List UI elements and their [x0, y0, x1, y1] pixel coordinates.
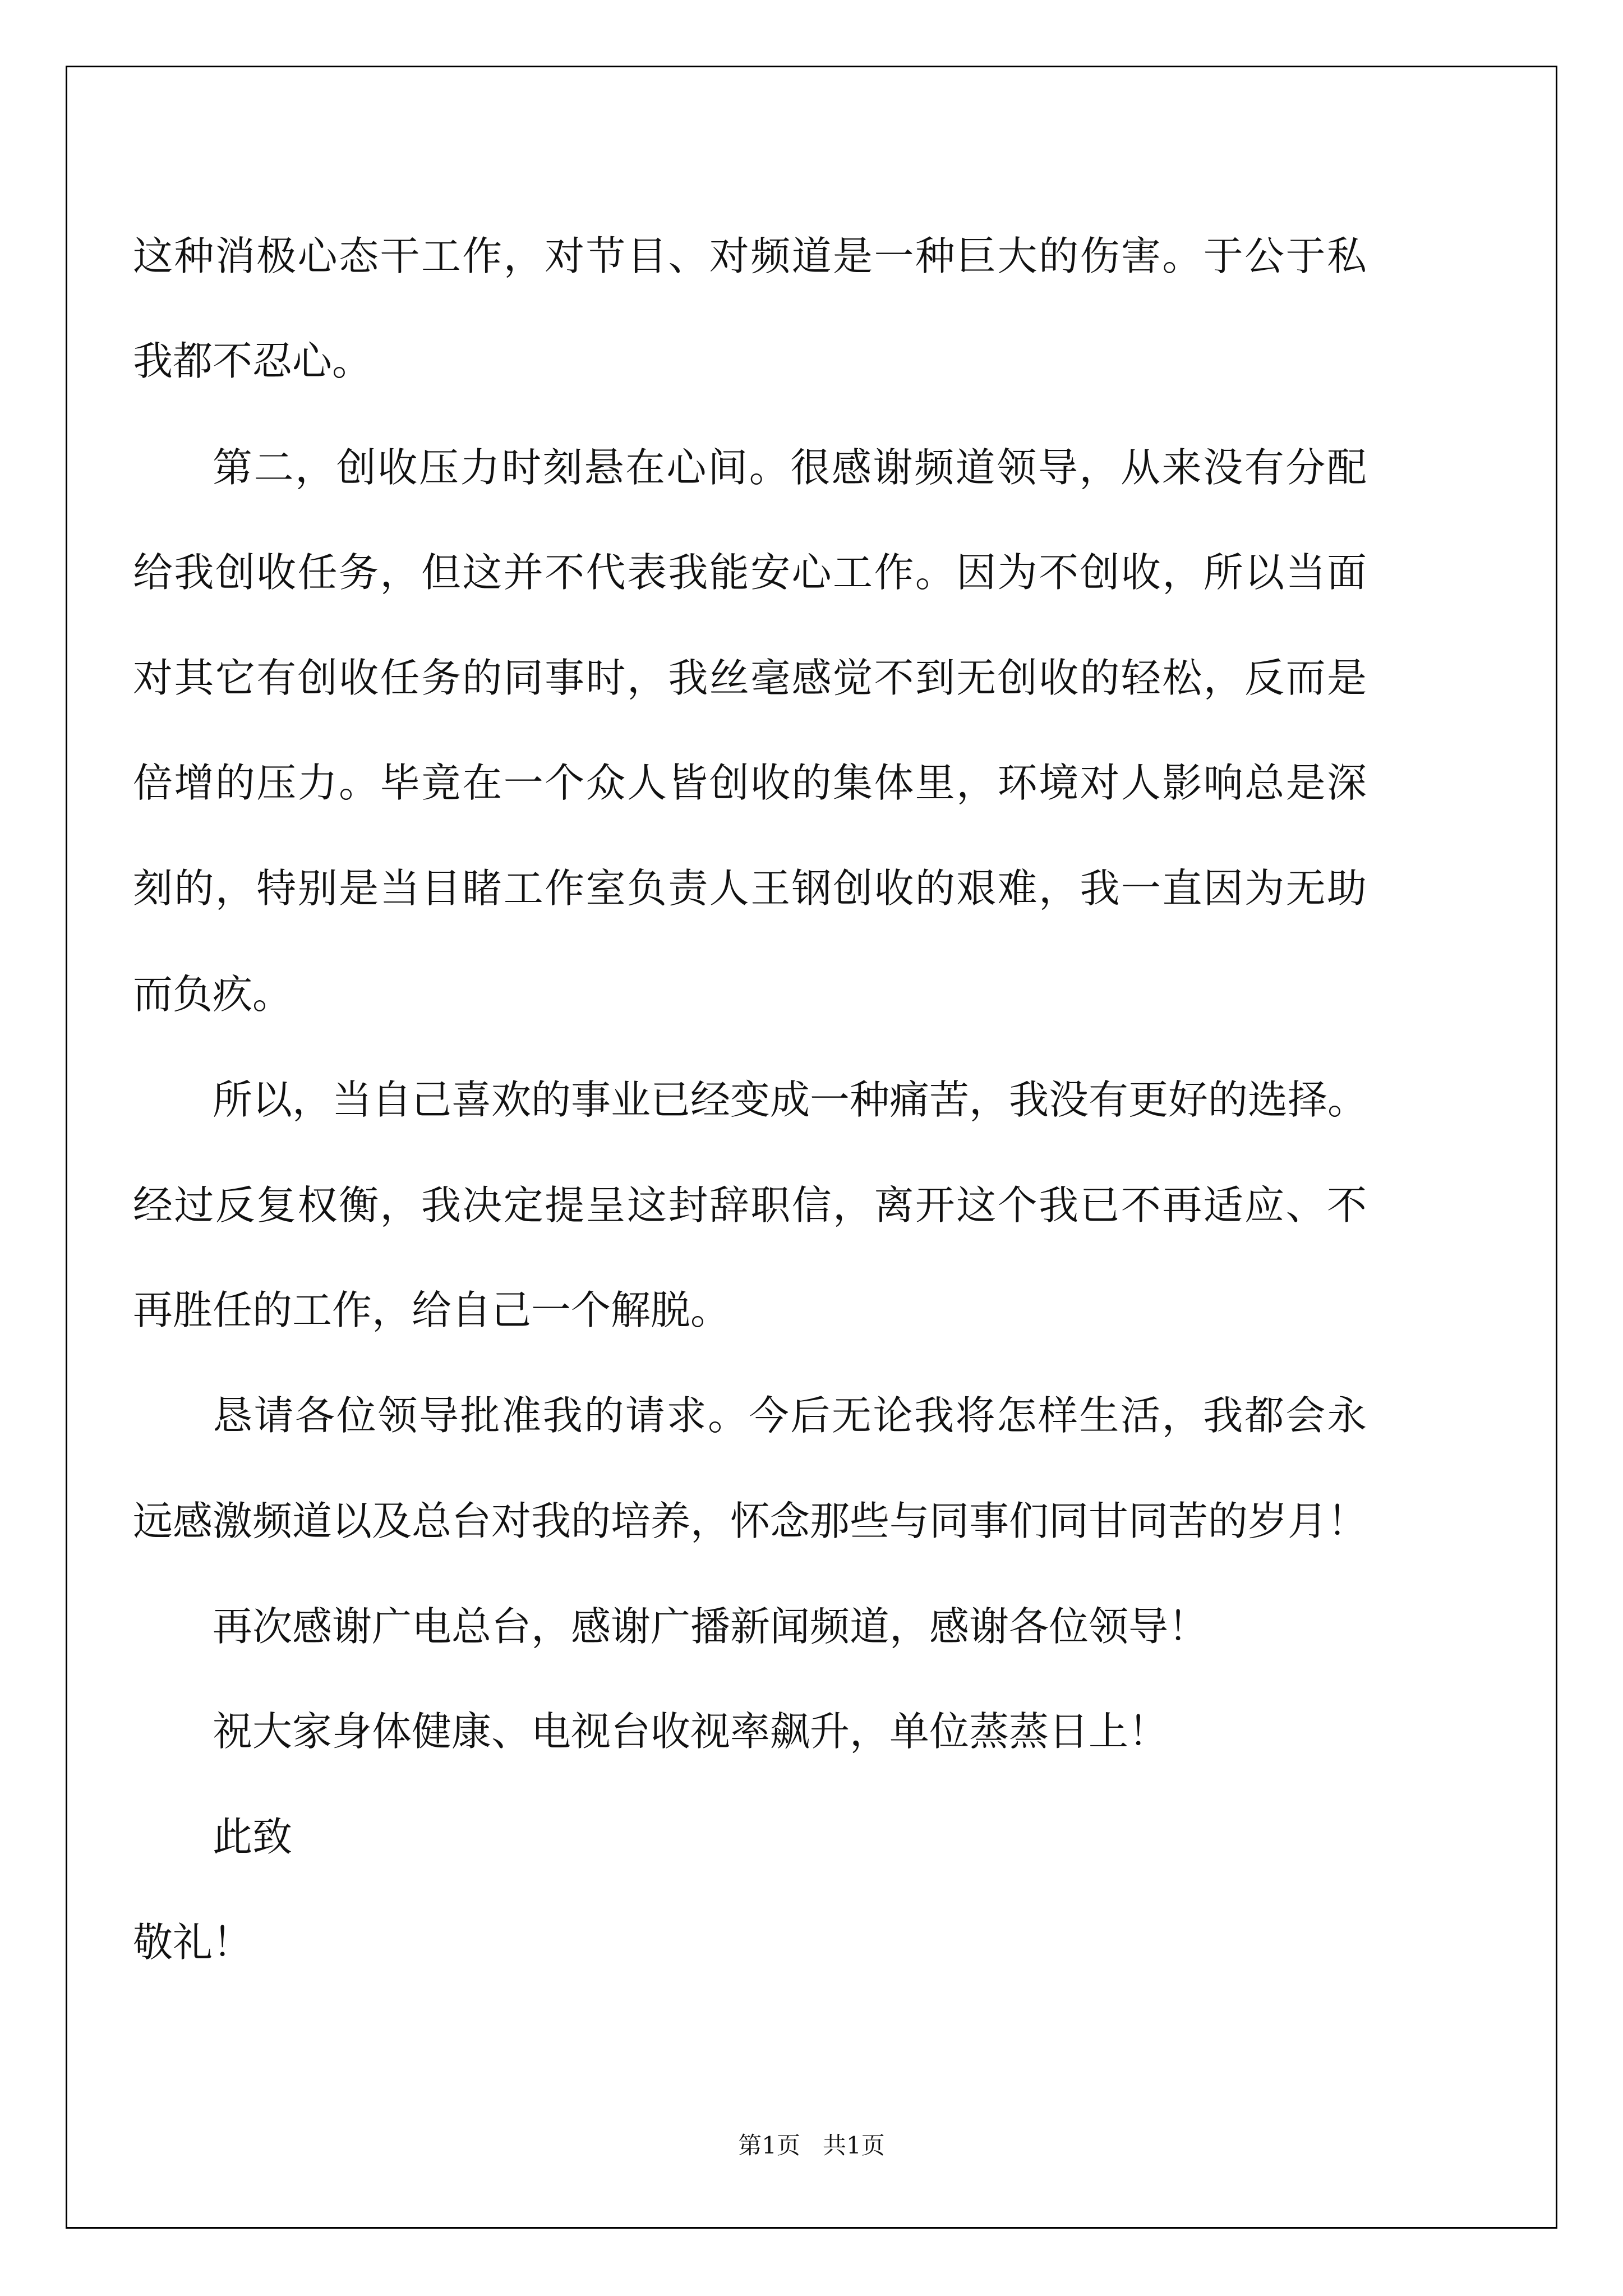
text-line: 我都不忍心。	[133, 338, 372, 384]
text-line: 这种消极心态干工作，对节目、对频道是一种巨大的伤害。于公于私	[133, 233, 1367, 279]
page-number: 第1页	[738, 2132, 800, 2159]
page-border	[66, 66, 1557, 2229]
text-line: 倍增的压力。毕竟在一个众人皆创收的集体里，环境对人影响总是深	[133, 760, 1367, 806]
page-total: 共1页	[823, 2132, 885, 2159]
text-line: 经过反复权衡，我决定提呈这封辞职信，离开这个我已不再适应、不	[133, 1182, 1367, 1228]
text-line: 远感激频道以及总台对我的培养，怀念那些与同事们同甘同苦的岁月！	[133, 1498, 1368, 1544]
text-line: 对其它有创收任务的同事时，我丝毫感觉不到无创收的轻松，反而是	[133, 655, 1367, 701]
text-line: 第二，创收压力时刻悬在心间。很感谢频道领导，从来没有分配	[213, 444, 1367, 491]
salutation-line: 敬礼！	[133, 1919, 253, 1966]
text-line: 恳请各位领导批准我的请求。今后无论我将怎样生活，我都会永	[213, 1392, 1367, 1439]
page-footer	[0, 2127, 1623, 2161]
text-line: 刻的，特别是当目睹工作室负责人王钢创收的艰难，我一直因为无助	[133, 865, 1367, 912]
closing-line: 此致	[213, 1814, 293, 1860]
text-line: 所以，当自己喜欢的事业已经变成一种痛苦，我没有更好的选择。	[213, 1076, 1368, 1123]
text-line: 而负疚。	[133, 971, 293, 1018]
text-line: 给我创收任务，但这并不代表我能安心工作。因为不创收，所以当面	[133, 549, 1367, 596]
text-line: 再次感谢广电总台，感谢广播新闻频道，感谢各位领导！	[213, 1603, 1209, 1650]
text-line: 再胜任的工作，给自己一个解脱。	[133, 1287, 731, 1333]
text-line: 祝大家身体健康、电视台收视率飙升，单位蒸蒸日上！	[213, 1708, 1169, 1755]
